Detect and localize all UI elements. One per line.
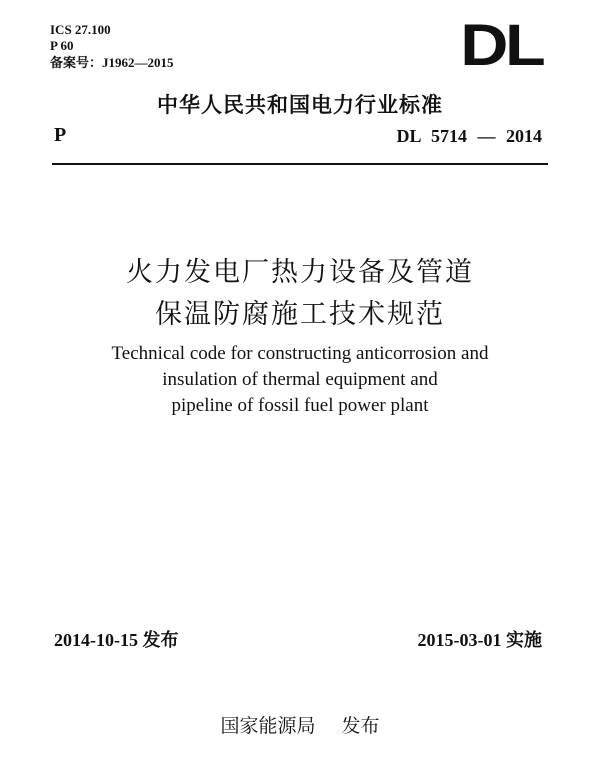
title-en-line-3: pipeline of fossil fuel power plant: [171, 395, 429, 416]
category-letter: P: [54, 124, 67, 146]
industry-standard-title: 中华人民共和国电力行业标准: [157, 93, 443, 117]
issue-date: 2014-10-15 发布: [54, 630, 179, 650]
title-zh-line-2: 保温防腐施工技术规范: [155, 299, 445, 330]
dl-logo: DL: [459, 13, 542, 78]
effective-date: 2015-03-01 实施: [417, 630, 542, 650]
publisher: 国家能源局 发布: [220, 715, 380, 737]
title-en-line-2: insulation of thermal equipment and: [162, 369, 438, 390]
title-en-line-1: Technical code for constructing anticorrosion and: [111, 343, 489, 364]
classification-code: P 60: [50, 38, 74, 53]
standard-code: DL 5714 — 2014: [396, 126, 542, 146]
record-number: 备案号：J1962—2015: [50, 55, 174, 70]
title-zh-line-1: 火力发电厂热力设备及管道: [126, 257, 474, 288]
header-divider: [52, 163, 548, 165]
ics-code: ICS 27.100: [50, 22, 111, 37]
